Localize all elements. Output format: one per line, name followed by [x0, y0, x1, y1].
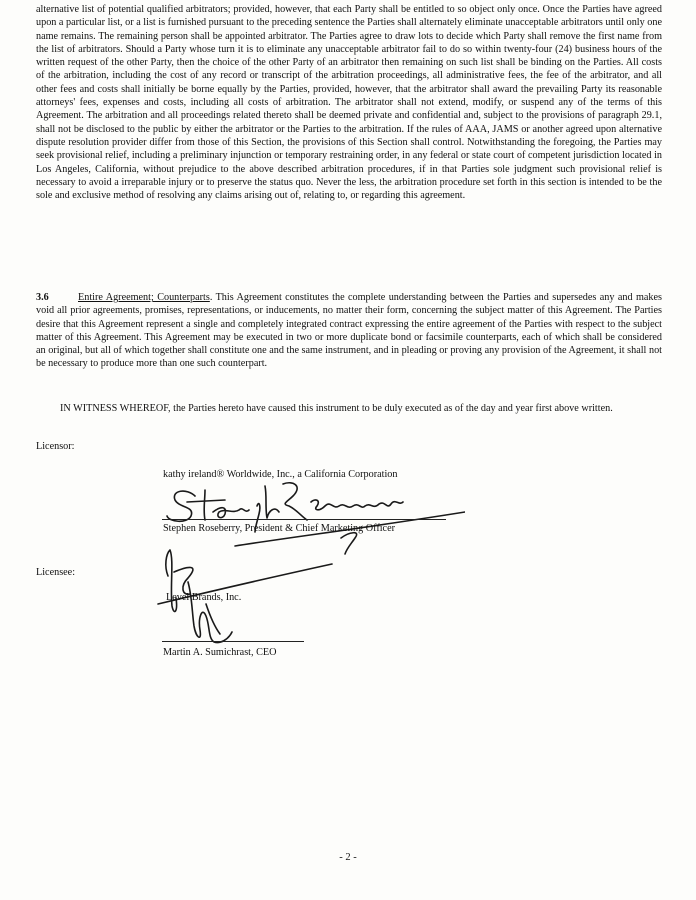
section-body: . This Agreement constitutes the complete understanding between the Parties and supersedes any and makes void all prior agreements, promises, representations, or inducements, no matter their form, concerning the subject matter of this Agreement. The Parties desire that this Agreement represent a single and completely integrated contract expressing the entire agreement of the Parties with respect to the subject matter of this Agreement. This Agreement may be executed in two or more duplicate bond or facsimile counterparts, each of which shall be considered an original, but all of which together shall constitute one and the same instrument, and in pleading or proving any provision of the Agreement, it shall not be necessary to produce more than one such counterpart. — [36, 292, 662, 370]
licensor-signature-image — [165, 476, 465, 556]
signature-stroke — [206, 604, 220, 634]
signature-stroke — [213, 508, 249, 518]
witness-paragraph — [36, 402, 662, 415]
signature-stroke — [311, 500, 403, 510]
signature-stroke — [187, 500, 225, 502]
section-3-6-paragraph — [36, 291, 662, 371]
signature-stroke — [265, 486, 279, 518]
licensor-signatory: Stephen Roseberry, President & Chief Marketing Officer — [163, 523, 395, 534]
witness-clause: IN WITNESS WHEREOF, the Parties hereto have caused this instrument to be duly executed as of the day and year first above written. — [60, 403, 613, 414]
signature-stroke — [341, 533, 357, 554]
section-title: Entire Agreement; Counterparts — [78, 292, 210, 303]
licensor-label: Licensor: — [36, 441, 75, 452]
signature-stroke — [167, 491, 195, 521]
section-number: 3.6 — [36, 292, 49, 303]
arbitration-paragraph: alternative list of potential qualified arbitrators; provided, however, that each Party shall be entitled to so object only once. Once the Parties have agreed upon a particular list, or a list is furnished pursuant to the preceding sentence the Parties shall alternately eliminate unacceptable arbitrators until only one name remains. The remaining person shall be appointed arbitrator. The Parties agree to draw lots to decide which Party shall remove the first name from the list of arbitrators. Should a Party whose turn it is to eliminate any unacceptable arbitrator fail to do so within twenty-four (24) business hours of the written request of the other Party, then the choice of the other Party of an arbitrator then remaining on such list shall be binding on the Parties. All costs of the arbitration, including the cost of any record or transcript of the arbitration proceedings, all administrative fees, the fee of the arbitrator, and all other fees and costs shall initially be borne equally by the Parties, provided, however, that the arbitrator shall award the prevailing Party its reasonable attorneys' fees, expenses and costs, including all costs of arbitration. The arbitrator shall not extend, modify, or suspend any of the terms of this Agreement. The arbitration and all proceedings related thereto shall be deemed private and confidential and, subject to the provisions of paragraph 29.1, shall not be disclosed to the public by either the arbitrator or the Parties to the arbitration. If the rules of AAA, JAMS or another agreed upon alternative dispute resolution provider differ from those of this Section, the provisions of this Section shall control. Notwithstanding the foregoing, the Parties may seek provisional relief, including a preliminary injunction or temporary restraining order, in any federal or state court of competent jurisdiction located in Los Angeles, California, without prejudice to the above described arbitration procedures, if in that Parties sole judgment such provisional relief is necessary to avoid a irreparable injury or to preserve the status quo. Never the less, the arbitration procedure set forth in this section is intended to be the sole and exclusive method of resolving any claims arising out of, relating to, or regarding this agreement. — [36, 4, 662, 202]
licensee-signatory: Martin A. Sumichrast, CEO — [163, 647, 277, 658]
page-number: - 2 - — [339, 852, 357, 863]
licensee-company: Level Brands, Inc. — [166, 592, 242, 603]
signature-stroke — [283, 483, 307, 520]
licensee-signature-line — [162, 641, 304, 642]
licensor-company: kathy ireland® Worldwide, Inc., a California Corporation — [163, 469, 398, 480]
licensor-signature-line — [162, 519, 446, 520]
signature-stroke — [204, 490, 205, 520]
licensee-label: Licensee: — [36, 567, 76, 578]
